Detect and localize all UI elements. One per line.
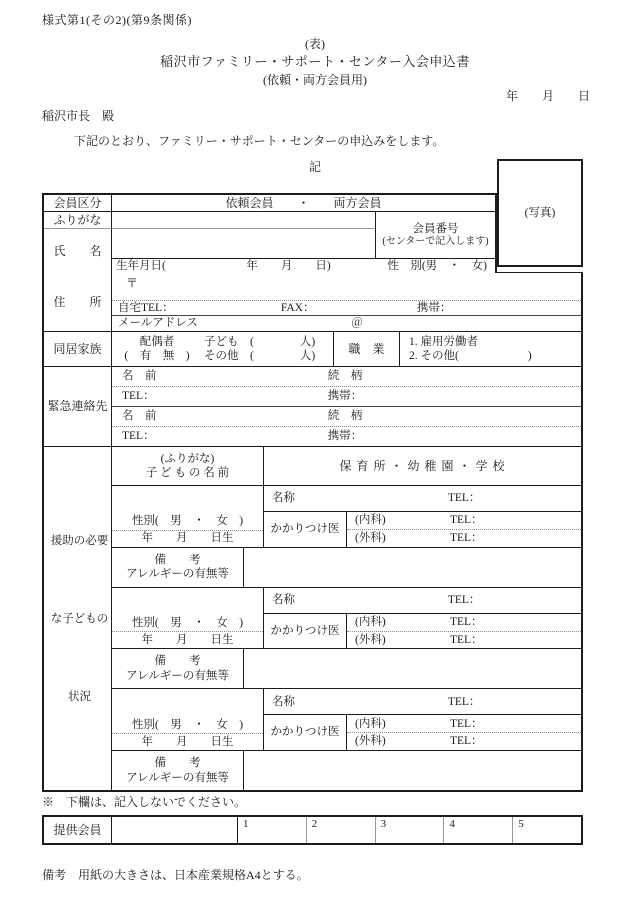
family-label: 同居家族 (44, 332, 112, 366)
child-birth-label: 年 月 日生 (112, 631, 263, 648)
emergency-name-row (112, 407, 581, 427)
children-section (44, 447, 581, 790)
keitai-label: 携帯： (327, 430, 363, 443)
postal-field: 〒 (112, 273, 581, 301)
allergy-label: アレルギーの有無等 (126, 669, 229, 682)
photo-label: (写真) (524, 206, 556, 219)
geka-label: (外科) (355, 633, 386, 646)
school-name-row (264, 588, 581, 614)
addressee: 稲沢市長 殿 (42, 109, 115, 123)
emergency-section (44, 367, 581, 447)
job-options (400, 332, 581, 366)
spouse-label: 配偶者 (139, 335, 175, 348)
provider-label: 提供会員 (44, 817, 112, 843)
relation-field-label: 続 柄 (327, 370, 363, 383)
form-code: 様式第1(その2)(第9条関係) (42, 13, 192, 27)
clinic-naika-row (347, 614, 581, 632)
children-header-row (112, 447, 581, 486)
at-mark: ＠ (351, 317, 363, 330)
child-birth-label: 年 月 日生 (112, 530, 263, 547)
others-count-label: その他 ( 人) (204, 350, 316, 362)
naika-label: (内科) (355, 717, 386, 730)
paper-size-remark: 備考 用紙の大きさは、日本産業規格A4とする。 (42, 868, 309, 882)
furigana-field (112, 212, 375, 229)
children-section-label-line: な子どもの (50, 612, 109, 625)
naika-label: (内科) (355, 615, 386, 628)
remark-field (244, 649, 581, 688)
tel-label: TEL： (447, 593, 481, 606)
clinic-geka-row (347, 733, 581, 750)
intro-sentence: 下記のとおり、ファミリー・サポート・センターの申込みをします。 (74, 134, 445, 148)
children-section-label-line: 援助の必要 (50, 534, 109, 547)
school-header: 保 育 所 ・ 幼 稚 園 ・ 学 校 (339, 458, 506, 473)
date-line: 年 月 日 (505, 89, 590, 103)
name-field-label: 名 前 (122, 410, 157, 423)
tel-label: TEL： (447, 695, 481, 708)
tel-label: TEL： (449, 615, 483, 628)
remark-label: 備 考 (154, 655, 201, 668)
birthdate-label: 生年月日( 年 月 日) (116, 259, 331, 272)
home-tel-label: 自宅TEL： (118, 301, 174, 314)
member-number-cell (375, 212, 495, 258)
naika-label: (内科) (355, 514, 386, 527)
sex-label: 性 別(男 ・ 女) (387, 259, 487, 272)
job-option-2: 2. その他( ) (409, 350, 532, 362)
birth-sex-row (112, 258, 495, 273)
school-name-label: 名称 (272, 593, 295, 606)
page-title: 稲沢市ファミリー・サポート・センター入会申込書 (160, 54, 470, 69)
tel-label: TEL： (122, 390, 155, 403)
child-sex-label: 性別( 男 ・ 女 ) (131, 718, 244, 731)
family-section (44, 332, 581, 367)
remark-label: 備 考 (154, 553, 201, 566)
children-section-label (44, 447, 112, 790)
address-section (44, 273, 581, 332)
provider-empty-cell (112, 817, 238, 843)
child-sex-label: 性別( 男 ・ 女 ) (131, 616, 244, 629)
tel-label: TEL： (449, 717, 483, 730)
provider-member-table (42, 815, 583, 845)
name-field-label: 名 前 (122, 370, 157, 383)
child-birth-label: 年 月 日生 (112, 733, 263, 750)
child-block (112, 588, 581, 690)
photo-box (497, 159, 583, 267)
main-form-table (42, 272, 583, 792)
mobile-label: 携帯： (416, 301, 452, 314)
emergency-tel-row (112, 427, 581, 446)
geka-label: (外科) (355, 532, 386, 545)
tel-label: TEL： (449, 633, 483, 646)
child-furigana-label: (ふりがな) (160, 452, 215, 465)
tel-label: TEL： (449, 514, 483, 527)
page-subtitle: (依頼・両方会員用) (263, 73, 367, 87)
address-label: 住 所 (44, 273, 112, 331)
member-type-label: 会員区分 (44, 195, 112, 212)
job-option-1: 1. 雇用労働者 (409, 335, 478, 348)
member-number-label: 会員番号 (412, 222, 459, 235)
furigana-label: ふりがな (44, 212, 112, 229)
phone-row (112, 301, 581, 316)
tel-label: TEL： (449, 735, 483, 748)
allergy-label: アレルギーの有無等 (126, 568, 229, 581)
mail-row (112, 316, 581, 331)
doctor-label: かかりつけ医 (264, 512, 347, 547)
school-name-label: 名称 (272, 695, 295, 708)
school-name-row (264, 486, 581, 512)
doctor-label: かかりつけ医 (264, 614, 347, 649)
name-field (112, 229, 375, 258)
fax-label: FAX： (280, 301, 315, 314)
remark-label: 備 考 (154, 757, 201, 770)
do-not-fill-note: ※ 下欄は、記入しないでください。 (42, 795, 247, 809)
member-number-note: (センターで記入します) (382, 235, 489, 247)
child-name-label: 子 ど も の 名 前 (145, 467, 230, 479)
mail-label: メールアドレス (118, 317, 198, 330)
provider-cell-3: 3 (376, 817, 445, 843)
doctor-label: かかりつけ医 (264, 715, 347, 750)
clinic-geka-row (347, 632, 581, 649)
provider-cell-1: 1 (238, 817, 307, 843)
remark-field (244, 751, 581, 790)
school-name-row (264, 689, 581, 715)
child-block (112, 689, 581, 790)
child-remark-row (112, 750, 581, 790)
clinic-geka-row (347, 530, 581, 547)
remark-field (244, 548, 581, 587)
tel-label: TEL： (449, 532, 483, 545)
child-remark-row (112, 547, 581, 587)
clinic-naika-row (347, 512, 581, 530)
school-name-label: 名称 (272, 492, 295, 505)
child-sex-label: 性別( 男 ・ 女 ) (131, 515, 244, 528)
spouse-choice: ( 有 無 ) (124, 350, 190, 362)
children-count-label: 子ども ( 人) (204, 335, 316, 348)
provider-cell-2: 2 (307, 817, 376, 843)
clinic-naika-row (347, 715, 581, 733)
member-type-value: 依頼会員 ・ 両方会員 (112, 195, 495, 212)
children-section-label-line: 状況 (68, 690, 91, 703)
family-group-cell (112, 332, 334, 366)
child-block (112, 486, 581, 588)
geka-label: (外科) (355, 735, 386, 748)
provider-cell-5: 5 (518, 818, 524, 830)
job-label: 職 業 (334, 332, 400, 366)
tel-label: TEL： (447, 492, 481, 505)
side-label: (表) (305, 37, 325, 51)
name-label: 氏 名 (44, 229, 112, 273)
allergy-label: アレルギーの有無等 (126, 771, 229, 784)
relation-field-label: 続 柄 (327, 410, 363, 423)
keitai-label: 携帯： (327, 390, 363, 403)
child-remark-row (112, 648, 581, 688)
tel-label: TEL： (122, 430, 155, 443)
emergency-name-row (112, 367, 581, 387)
provider-cell-4: 4 (444, 817, 513, 843)
emergency-label: 緊急連絡先 (44, 367, 112, 446)
record-mark: 記 (308, 160, 321, 174)
emergency-tel-row (112, 387, 581, 407)
member-id-table (42, 193, 497, 273)
